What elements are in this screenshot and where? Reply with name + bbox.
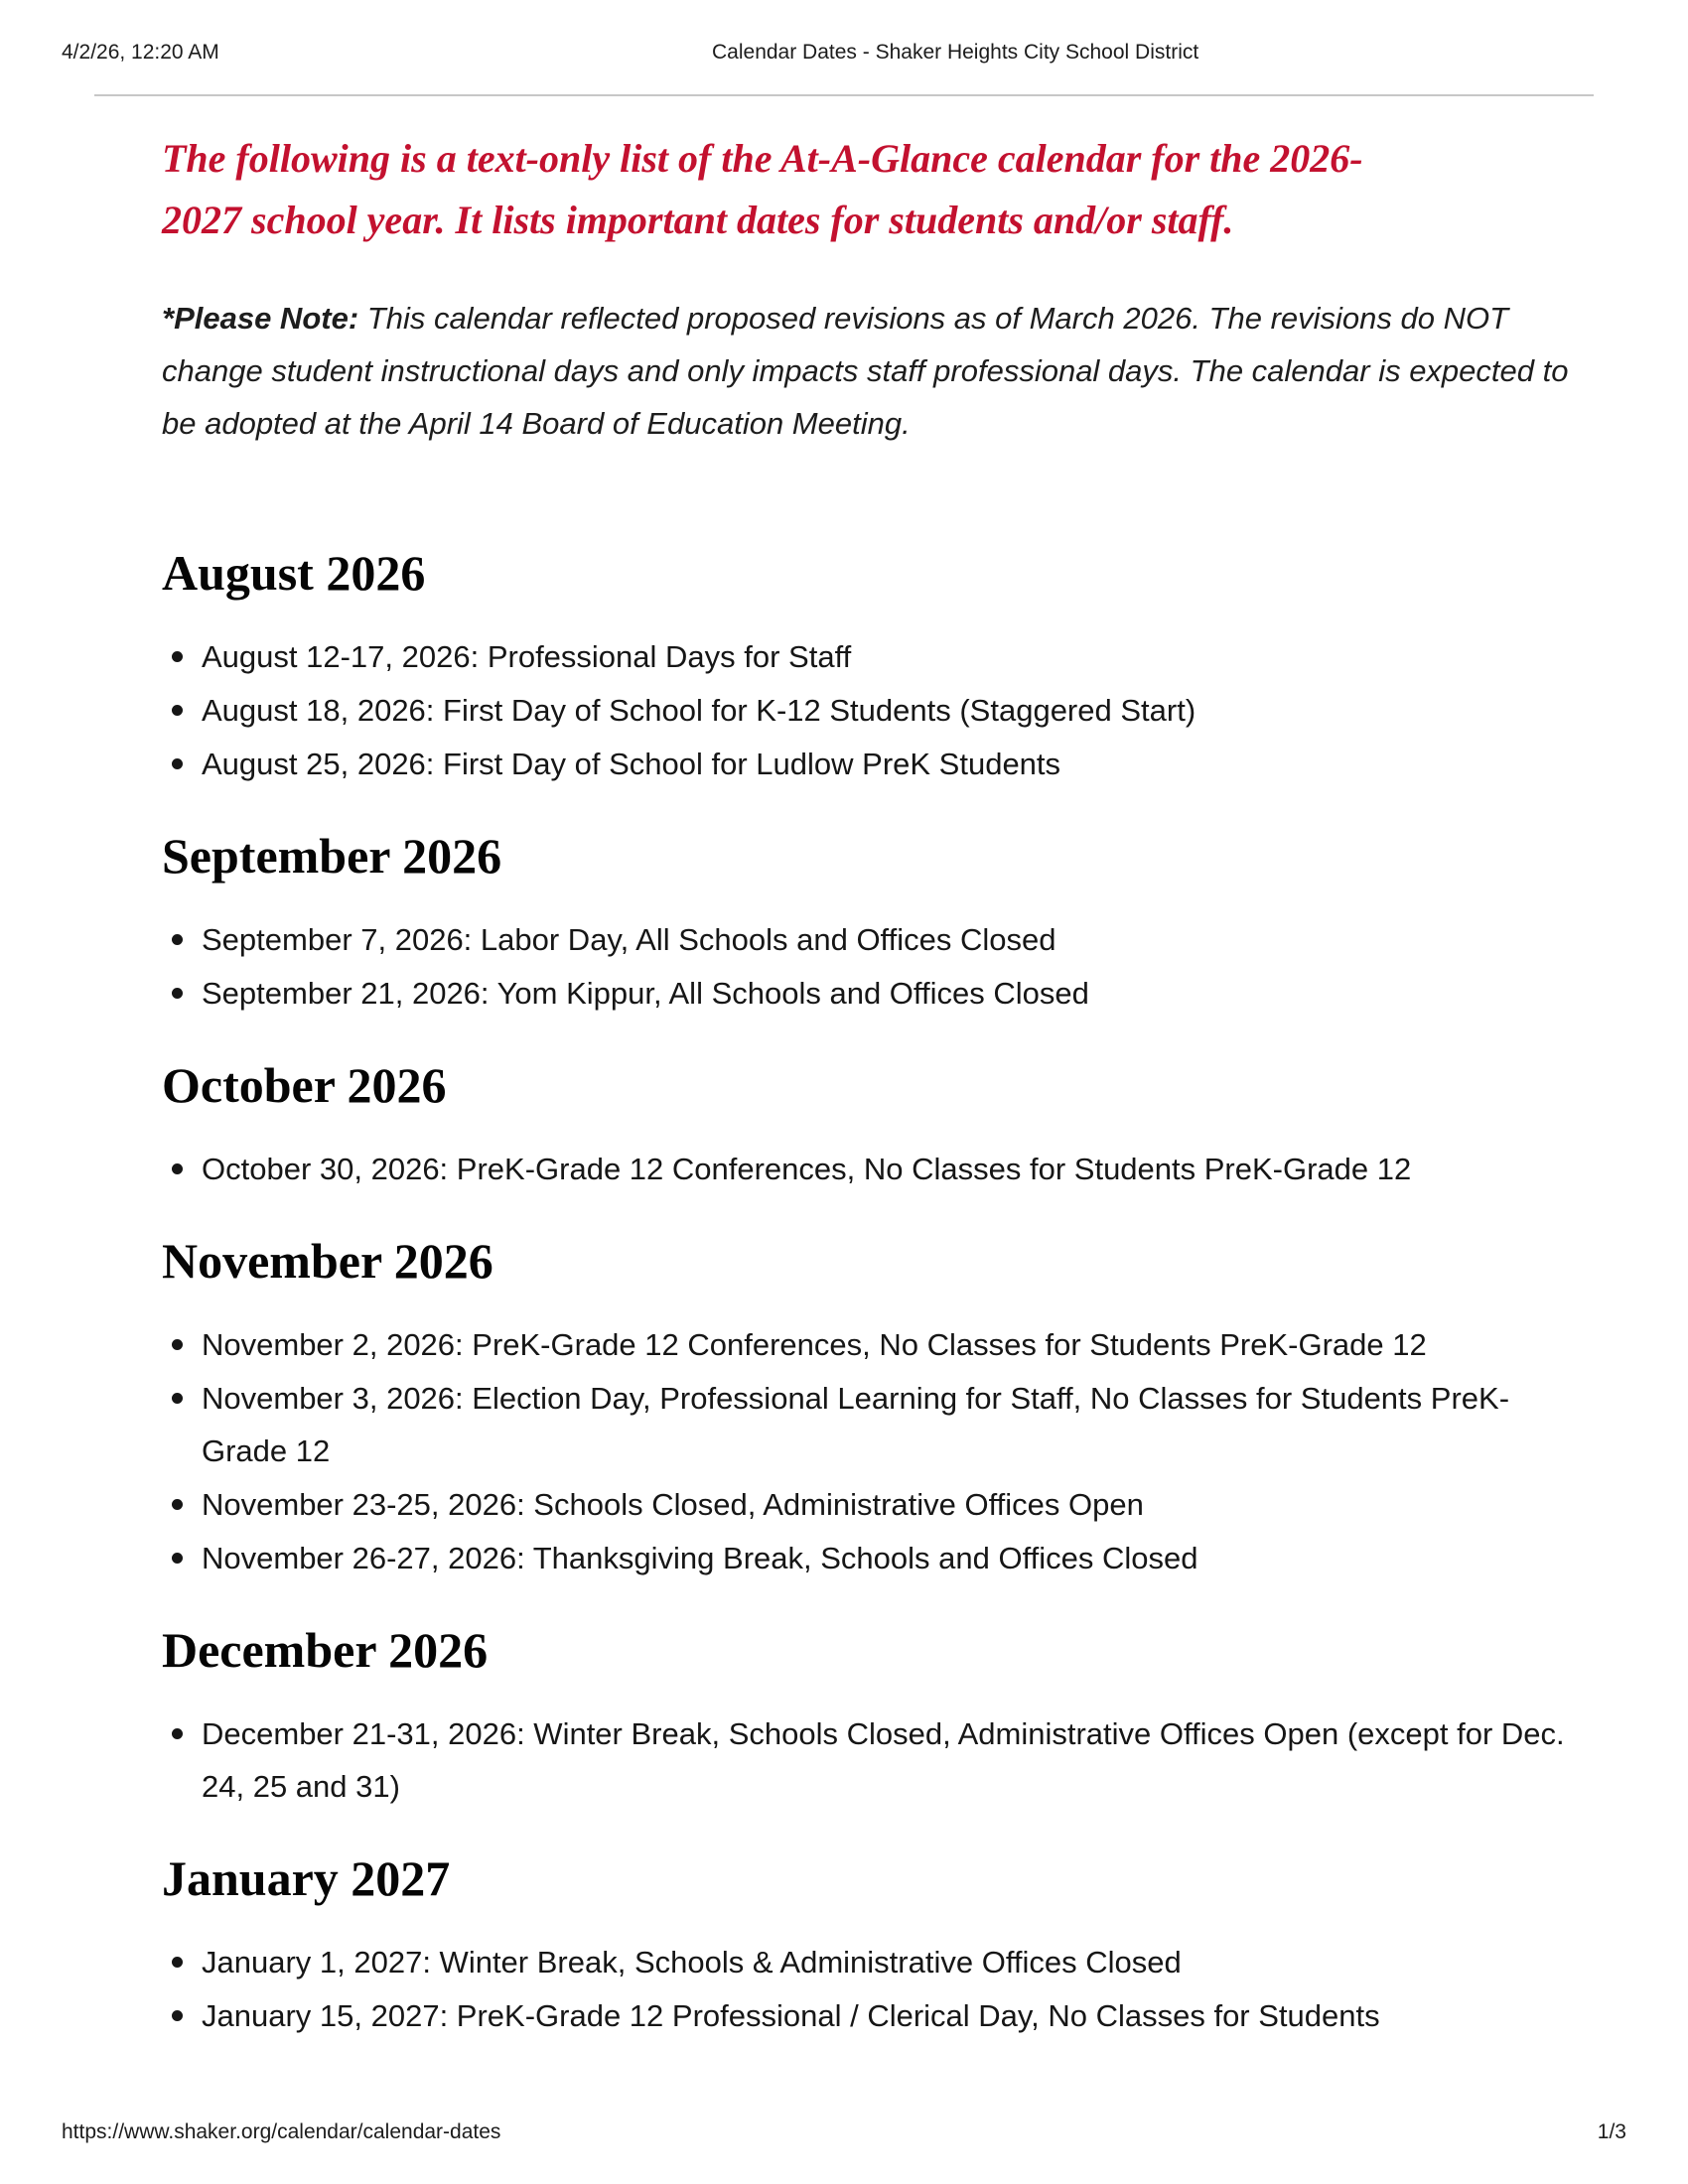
event-item: August 18, 2026: First Day of School for K-12 Students (Staggered Start) [202, 684, 1594, 737]
intro-heading [162, 128, 1594, 251]
month-heading: September 2026 [162, 828, 502, 884]
please-note-body: This calendar reflected proposed revisions as of March 2026. The revisions do NOT change student instructional days and only impacts staff professional days. The calendar is expected to be adopted at the April 14 Board of Education Meeting. [162, 301, 1569, 441]
event-item: November 26-27, 2026: Thanksgiving Break, Schools and Offices Closed [202, 1532, 1594, 1584]
intro-heading-line: The following is a text-only list of the At-A-Glance calendar for the 2026- [162, 136, 1363, 181]
print-page-number: 1/3 [1597, 2120, 1626, 2143]
month-heading: November 2026 [162, 1233, 493, 1289]
print-document-title: Calendar Dates - Shaker Heights City School District [712, 41, 1199, 64]
month-section [162, 1850, 1594, 2042]
event-list [162, 1318, 1594, 1584]
month-section [162, 545, 1594, 790]
month-heading: August 2026 [162, 545, 426, 601]
month-section [162, 828, 1594, 1020]
month-section [162, 1057, 1594, 1195]
month-heading: October 2026 [162, 1057, 447, 1113]
event-item: November 3, 2026: Election Day, Professional Learning for Staff, No Classes for Students PreK-Grade 12 [202, 1372, 1594, 1477]
event-item: January 1, 2027: Winter Break, Schools & Administrative Offices Closed [202, 1936, 1594, 1988]
intro-heading-line: 2027 school year. It lists important dates for students and/or staff. [162, 198, 1234, 242]
print-footer-url: https://www.shaker.org/calendar/calendar-dates [62, 2120, 501, 2143]
event-list [162, 1707, 1594, 1813]
event-list [162, 1936, 1594, 2042]
please-note-label: *Please Note: [162, 301, 359, 336]
print-datetime: 4/2/26, 12:20 AM [62, 41, 219, 64]
event-item: August 12-17, 2026: Professional Days for Staff [202, 630, 1594, 683]
month-heading: December 2026 [162, 1622, 489, 1678]
event-item: November 23-25, 2026: Schools Closed, Administrative Offices Open [202, 1478, 1594, 1531]
page-content [94, 0, 1594, 2042]
event-item: December 21-31, 2026: Winter Break, Schools Closed, Administrative Offices Open (except for Dec. 24, 25 and 31) [202, 1707, 1594, 1813]
event-list [162, 1143, 1594, 1195]
print-header [62, 41, 1626, 67]
event-item: September 7, 2026: Labor Day, All Schools and Offices Closed [202, 913, 1594, 966]
top-divider [94, 94, 1594, 96]
month-section [162, 1233, 1594, 1584]
text-block [162, 128, 1594, 2042]
event-item: October 30, 2026: PreK-Grade 12 Conferences, No Classes for Students PreK-Grade 12 [202, 1143, 1594, 1195]
event-item: August 25, 2026: First Day of School for Ludlow PreK Students [202, 738, 1594, 790]
event-item: November 2, 2026: PreK-Grade 12 Conferences, No Classes for Students PreK-Grade 12 [202, 1318, 1594, 1371]
event-item: January 15, 2027: PreK-Grade 12 Professional / Clerical Day, No Classes for Students [202, 1989, 1594, 2042]
month-section [162, 1622, 1594, 1813]
please-note-paragraph [162, 292, 1594, 507]
event-list [162, 913, 1594, 1020]
event-item: September 21, 2026: Yom Kippur, All Schools and Offices Closed [202, 967, 1594, 1020]
month-heading: January 2027 [162, 1850, 451, 1906]
event-list [162, 630, 1594, 790]
calendar-sections [162, 545, 1594, 2042]
